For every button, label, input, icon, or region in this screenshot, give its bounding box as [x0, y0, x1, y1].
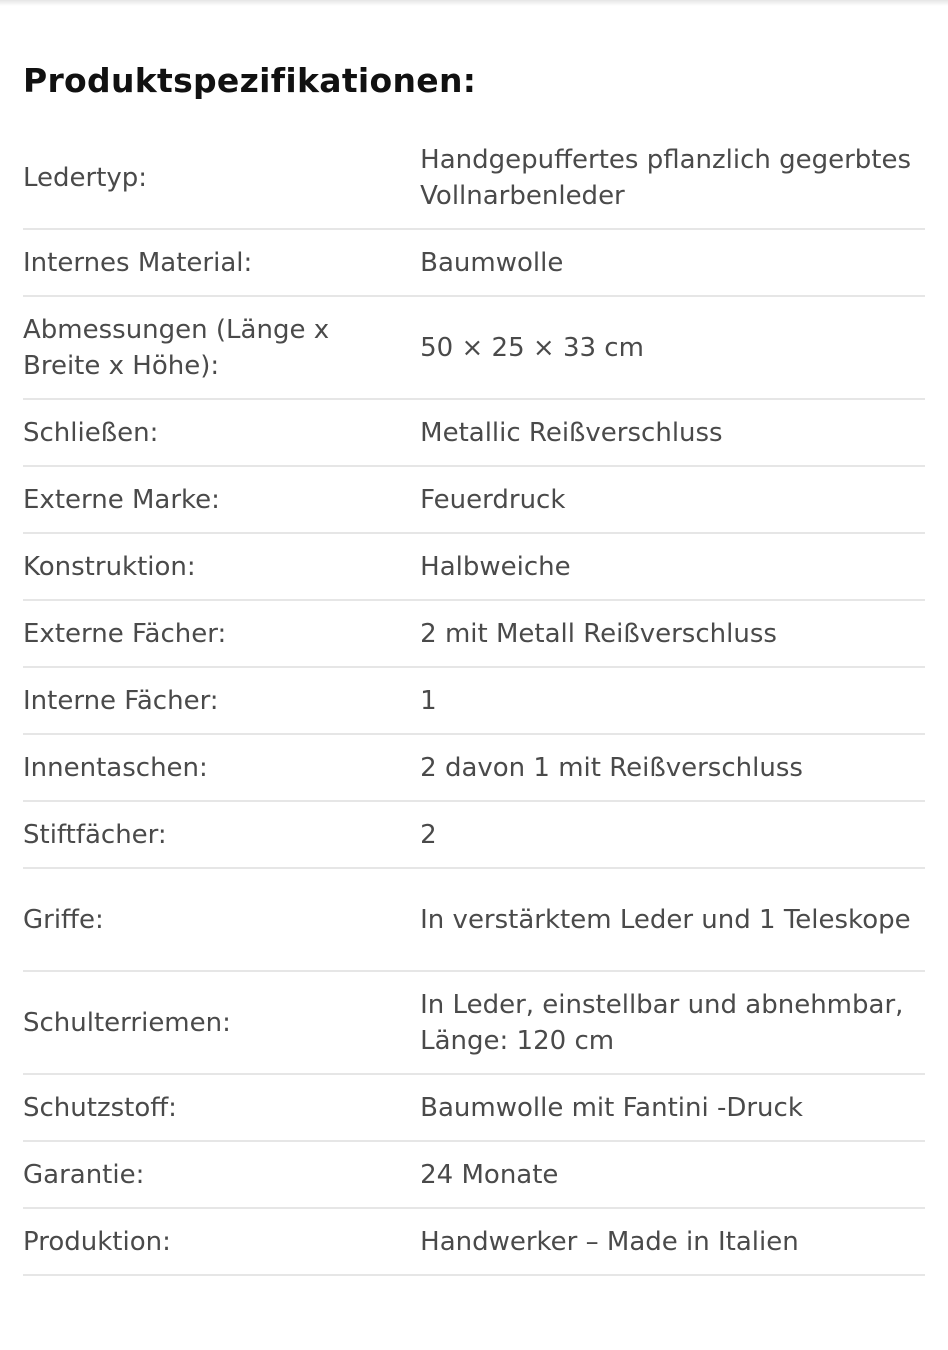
- spec-label: Interne Fächer:: [23, 685, 219, 716]
- spec-row-leather-type: [23, 127, 925, 229]
- spec-row-external-compartments: [23, 600, 925, 667]
- spec-row-warranty: [23, 1141, 925, 1208]
- spec-value: Handgepuffertes pflanzlich gegerbtes Vollnarbenleder: [420, 144, 912, 211]
- spec-value: 2: [420, 819, 437, 850]
- top-edge-shadow: [0, 0, 948, 6]
- spec-row-internal-compartments: [23, 667, 925, 734]
- spec-row-dust-bag: [23, 1074, 925, 1141]
- spec-label: Internes Material:: [23, 247, 253, 278]
- spec-row-dimensions: [23, 296, 925, 399]
- spec-label: Konstruktion:: [23, 551, 196, 582]
- spec-row-shoulder-strap: [23, 971, 925, 1074]
- spec-value: Handwerker – Made in Italien: [420, 1226, 799, 1257]
- spec-label: Externe Marke:: [23, 484, 220, 515]
- spec-value: 24 Monate: [420, 1159, 559, 1190]
- spec-row-internal-material: [23, 229, 925, 296]
- spec-table: [23, 127, 925, 1276]
- spec-label: Externe Fächer:: [23, 618, 227, 649]
- spec-row-inner-pockets: [23, 734, 925, 801]
- spec-label: Abmessungen (Länge x Breite x Höhe):: [23, 314, 330, 381]
- spec-value: 50 × 25 × 33 cm: [420, 332, 644, 363]
- spec-label: Innentaschen:: [23, 752, 208, 783]
- spec-label: Stiftfächer:: [23, 819, 167, 850]
- spec-value: Feuerdruck: [420, 484, 566, 515]
- spec-row-pen-slots: [23, 801, 925, 868]
- spec-value: 2 davon 1 mit Reißverschluss: [420, 752, 803, 783]
- product-specifications-section: [23, 56, 925, 1276]
- spec-value: In Leder, einstellbar und abnehmbar, Länge: 120 cm: [420, 989, 904, 1056]
- spec-value: Baumwolle: [420, 247, 564, 278]
- spec-label: Garantie:: [23, 1159, 145, 1190]
- spec-label: Griffe:: [23, 904, 104, 935]
- spec-row-external-brand: [23, 466, 925, 533]
- spec-value: 1: [420, 685, 437, 716]
- spec-row-construction: [23, 533, 925, 600]
- spec-row-production: [23, 1208, 925, 1275]
- section-title: Produktspezifikationen:: [23, 61, 477, 100]
- spec-row-closure: [23, 399, 925, 466]
- spec-label: Ledertyp:: [23, 162, 148, 193]
- spec-row-handles: [23, 868, 925, 971]
- spec-value: Baumwolle mit Fantini -Druck: [420, 1092, 803, 1123]
- spec-label: Schließen:: [23, 417, 159, 448]
- spec-label: Schulterriemen:: [23, 1007, 231, 1038]
- spec-value: Halbweiche: [420, 551, 571, 582]
- spec-value: 2 mit Metall Reißverschluss: [420, 618, 777, 649]
- spec-value: Metallic Reißverschluss: [420, 417, 723, 448]
- spec-label: Produktion:: [23, 1226, 171, 1257]
- spec-value: In verstärktem Leder und 1 Teleskope: [420, 904, 911, 935]
- spec-label: Schutzstoff:: [23, 1092, 177, 1123]
